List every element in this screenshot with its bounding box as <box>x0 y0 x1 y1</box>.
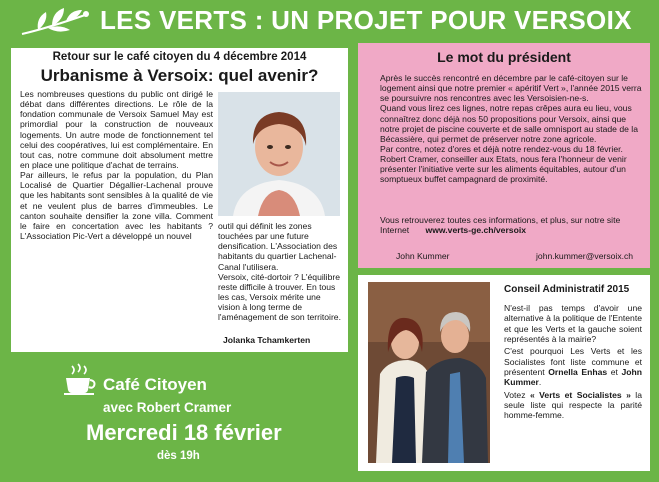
list-name: « Verts et Socialistes » <box>529 389 631 400</box>
article-signature: Jolanka Tchamkerten <box>223 335 311 345</box>
conseil-body <box>504 303 642 422</box>
conseil-paragraph: N'est-il pas temps d'avoir une alternative à la politique de l'Entente et que les Verts et la gauche soient représentés à la mairie? <box>504 303 642 344</box>
conseil-text: Votez <box>504 389 530 400</box>
conseil-paragraph <box>504 390 642 421</box>
president-email[interactable]: john.kummer@versoix.ch <box>536 251 634 261</box>
conseil-text: et <box>607 366 622 377</box>
conseil-text: la seule liste qui respecte la parité homme-femme. <box>504 389 642 421</box>
cafe-time: dès 19h <box>157 450 200 462</box>
candidates-photo <box>368 282 490 463</box>
cafe-guest: avec Robert Cramer <box>103 400 232 415</box>
sunflower-logo-icon <box>18 4 98 42</box>
article-paragraph: Versoix, cité-dortoir ? L'équilibre reste difficile à trouver. En tous les cas, Versoix mérite une vision à long terme de l'aménagement de son territoire. <box>218 271 341 323</box>
article-column-left <box>20 89 213 241</box>
article-headline: Urbanisme à Versoix: quel avenir? <box>40 66 319 85</box>
president-title: Le mot du président <box>437 49 571 65</box>
article-paragraph: outil qui définit les zones touchées par une future densification. L'Association des habitants du quartier Lachenal-Canal l'utilisera. <box>218 221 338 272</box>
website-intro: Vous retrouverez toutes ces informations, et plus, sur notre site Internet <box>380 215 621 236</box>
president-signature: John Kummer <box>396 251 450 261</box>
cafe-date: Mercredi 18 février <box>86 420 282 445</box>
president-paragraph: Par contre, notez d'ores et déjà notre rendez-vous du 18 février. Robert Cramer, conseiller aux Etats, nous fera l'honneur de venir présenter l'initiative verte sur les aliments équitables, autour d'un somptueux buffet campagnard de proximité. <box>380 143 627 185</box>
coffee-cup-icon <box>62 360 98 396</box>
president-panel <box>358 43 650 268</box>
candidate-name: John Kummer <box>504 366 643 388</box>
article-panel <box>11 48 348 352</box>
conseil-paragraph <box>504 346 642 387</box>
conseil-panel <box>358 275 650 471</box>
conseil-title: Conseil Administratif 2015 <box>504 284 630 295</box>
website-link[interactable]: www.verts-ge.ch/versoix <box>425 225 527 236</box>
president-website-line <box>380 215 642 235</box>
candidate-name: Ornella Enhas <box>548 366 608 377</box>
article-paragraph: Les nombreuses questions du public ont dirigé le débat dans différentes directions. Le rôle de la fondation communale de Versoix Samuel May est primordial pour la construction de nouveaux logements. Un autre mode de fonctionnement tel celui des coopératives, lui est complémentaire. En tout cas, notre commune doit absolument mettre en place une politique d'achat de terrains. <box>20 89 213 170</box>
conseil-text: . <box>538 377 542 388</box>
president-body <box>380 73 642 185</box>
president-paragraph: Après le succès rencontré en décembre par le café-citoyen sur le logement ainsi que notre premier « apéritif Vert », l'année 2015 verra se poursuivre nos rencontres avec les Versoisien-ne-s. <box>380 73 642 104</box>
article-column-right <box>218 221 342 322</box>
article-paragraph: Par ailleurs, le refus par la population, du Plan Localisé de Quartier Dégallier-Lachenal prouve que les habitants sont sensibles à la qualité de vie et ne veulent plus de barres d'immeubles. Le canton souhaite densifier la zone villa. Comment le faire en concertation avec les habitants ? L'Association Pic-Vert a développé un nouvel <box>20 170 213 241</box>
portrait-photo <box>218 92 340 216</box>
page-title: LES VERTS : UN PROJET POUR VERSOIX <box>100 5 632 35</box>
president-paragraph: Quand vous lirez ces lignes, notre repas crêpes aura eu lieu, vous connaîtrez donc déjà nos 50 propositions pour Versoix, ainsi que notre projet de piscine couverte et de salle omnisport au stade de la Bécassière, qui permet de préserver notre zone agricole. <box>380 103 638 144</box>
header <box>0 0 659 46</box>
cafe-title: Café Citoyen <box>103 375 207 394</box>
article-kicker: Retour sur le café citoyen du 4 décembre 2014 <box>52 51 307 63</box>
conseil-text: C'est pourquoi Les Verts et les Socialistes font liste commune et présentent <box>504 346 642 377</box>
